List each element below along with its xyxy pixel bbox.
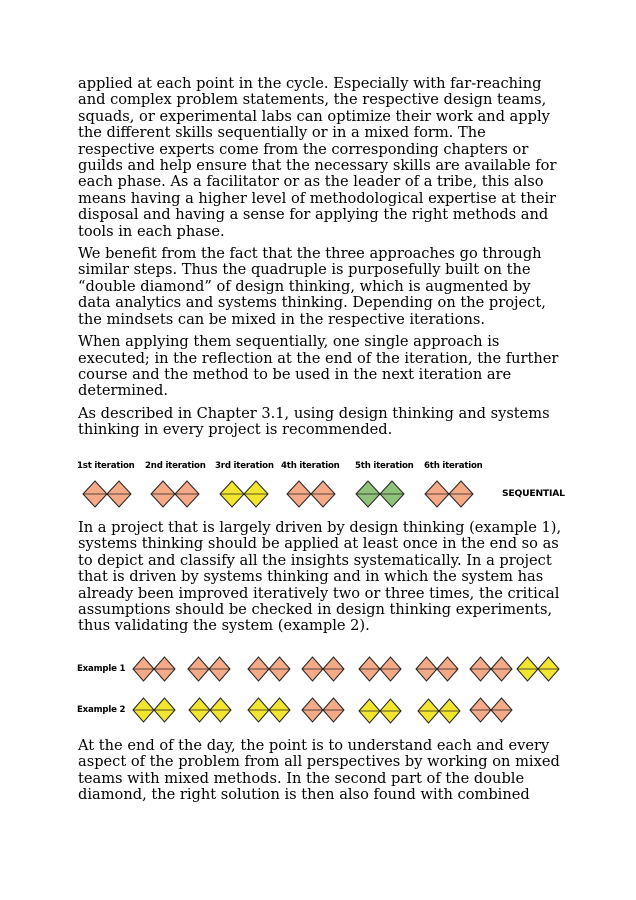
iteration-label: 2nd iteration	[145, 461, 206, 471]
sequential-tag: SEQUENTIAL	[502, 488, 565, 499]
paragraph-1: applied at each point in the cycle. Especially with far-reaching and complex problem statements, the respective design teams, squads, or experimental labs can optimize their work and apply the different skills sequentially or in a mixed form. The respective experts come from the corresponding chapters or guilds and help ensure that the necessary skills are available for each phase. As a facilitator or as the leader of a tribe, this also means having a higher level of methodological expertise at their disposal and having a sense for applying the right methods and tools in each phase.	[78, 75, 557, 240]
double-diamond-icon	[189, 698, 231, 722]
double-diamond-icon	[470, 698, 512, 722]
example-2-label: Example 2	[77, 705, 126, 715]
iteration-label: 3rd iteration	[215, 461, 274, 471]
paragraph-2: We benefit from the fact that the three approaches go through similar steps. Thus the quadruple is purposefully built on the “double diamond” of design thinking, which is augmented by data analytics and systems thinking. Depending on the project, the mindsets can be mixed in the respective iterations.	[78, 245, 546, 328]
double-diamond-icon	[302, 698, 344, 722]
double-diamond-icon	[416, 657, 458, 681]
paragraph-5: In a project that is largely driven by design thinking (example 1), systems thinking should be applied at least once in the end so as to depict and classify all the insights systematically. In a project that is driven by systems thinking and in which the system has already been improved iteratively two or three times, the critical assumptions should be checked in design thinking experiments, thus validating the system (example 2).	[78, 519, 562, 635]
double-diamond-icon	[133, 698, 175, 722]
double-diamond-icon	[359, 657, 401, 681]
double-diamond-icon	[356, 481, 404, 507]
page-body	[78, 76, 562, 445]
double-diamond-icon	[287, 481, 335, 507]
double-diamond-icon	[151, 481, 199, 507]
double-diamond-icon	[517, 657, 559, 681]
double-diamond-icon	[133, 657, 175, 681]
double-diamond-icon	[83, 481, 131, 507]
page-body-3	[78, 738, 562, 810]
double-diamond-icon	[248, 657, 290, 681]
page-body-2	[78, 520, 562, 641]
iteration-label: 5th iteration	[355, 461, 414, 471]
paragraph-3: When applying them sequentially, one single approach is executed; in the reflection at the end of the iteration, the further course and the method to be used in the next iteration are determined.	[78, 333, 559, 400]
example-1-label: Example 1	[77, 664, 126, 674]
double-diamond-icon	[220, 481, 268, 507]
double-diamond-icon	[425, 481, 473, 507]
double-diamond-icon	[470, 657, 512, 681]
iteration-label: 1st iteration	[77, 461, 135, 471]
double-diamond-icon	[418, 699, 460, 723]
double-diamond-icon	[248, 698, 290, 722]
double-diamond-icon	[188, 657, 230, 681]
paragraph-4: As described in Chapter 3.1, using design thinking and systems thinking in every project is recommended.	[78, 404, 550, 439]
iteration-label: 4th iteration	[281, 461, 340, 471]
paragraph-6: At the end of the day, the point is to understand each and every aspect of the problem from all perspectives by working on mixed teams with mixed methods. In the second part of the double diamond, the right solution is then also found with combined	[78, 737, 560, 804]
double-diamond-icon	[359, 699, 401, 723]
double-diamond-icon	[302, 657, 344, 681]
iteration-label: 6th iteration	[424, 461, 483, 471]
